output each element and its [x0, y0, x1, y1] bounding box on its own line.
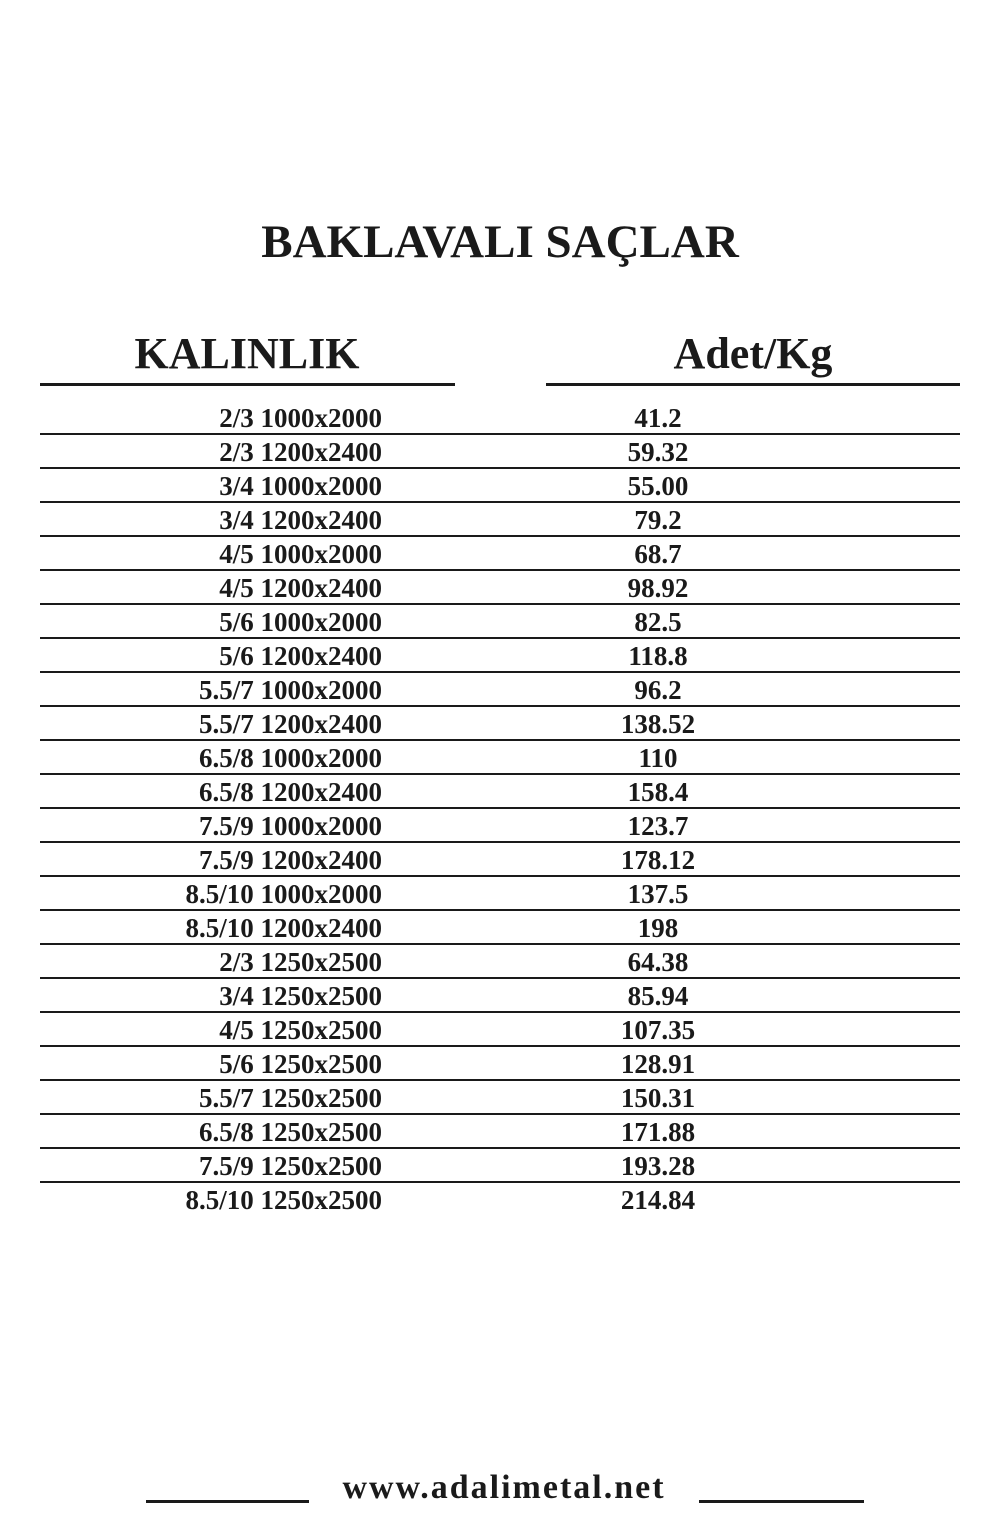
footer — [0, 1466, 1000, 1510]
weight-cell: 118.8 — [628, 641, 688, 671]
column-header-weight: Adet/Kg — [673, 329, 833, 378]
weight-cell: 85.94 — [627, 981, 689, 1011]
thickness-cell: 7.5/9 1000x2000 — [198, 811, 382, 841]
weight-cell: 158.4 — [627, 777, 689, 807]
weight-cell: 198 — [637, 913, 679, 943]
thickness-cell: 8.5/10 1000x2000 — [185, 879, 382, 909]
weight-cell: 137.5 — [627, 879, 689, 909]
weight-cell: 96.2 — [634, 675, 682, 705]
header-divider-right — [546, 383, 960, 386]
weight-cell: 79.2 — [634, 505, 682, 535]
column-header-thickness: KALINLIK — [134, 329, 360, 378]
thickness-cell: 4/5 1250x2500 — [219, 1015, 382, 1045]
table-row — [40, 537, 960, 571]
website-url: www.adalimetal.net — [342, 1469, 666, 1506]
thickness-cell: 6.5/8 1000x2000 — [198, 743, 382, 773]
thickness-cell: 5/6 1250x2500 — [219, 1049, 382, 1079]
table-row — [40, 1013, 960, 1047]
weight-cell: 107.35 — [620, 1015, 696, 1045]
table-row — [40, 639, 960, 673]
thickness-cell: 3/4 1200x2400 — [219, 505, 382, 535]
table-row — [40, 843, 960, 877]
thickness-cell: 5.5/7 1250x2500 — [198, 1083, 382, 1113]
table-row — [40, 1149, 960, 1183]
table-row — [40, 401, 960, 435]
thickness-cell: 2/3 1000x2000 — [219, 403, 382, 433]
table-row — [40, 1047, 960, 1081]
thickness-cell: 2/3 1250x2500 — [219, 947, 382, 977]
table-row — [40, 1183, 960, 1217]
table-row — [40, 503, 960, 537]
weight-cell: 68.7 — [634, 539, 682, 569]
weight-cell: 150.31 — [620, 1083, 696, 1113]
thickness-cell: 8.5/10 1250x2500 — [185, 1185, 382, 1215]
table-row — [40, 809, 960, 843]
weight-cell: 110 — [638, 743, 678, 773]
table-row — [40, 945, 960, 979]
page-title: BAKLAVALI SAÇLAR — [261, 216, 739, 268]
thickness-cell: 4/5 1000x2000 — [219, 539, 382, 569]
thickness-cell: 6.5/8 1200x2400 — [198, 777, 382, 807]
weight-cell: 98.92 — [627, 573, 689, 603]
table-row — [40, 469, 960, 503]
header-divider-left — [40, 383, 455, 386]
weight-cell: 171.88 — [620, 1117, 696, 1147]
thickness-cell: 5.5/7 1000x2000 — [198, 675, 382, 705]
weight-cell: 123.7 — [627, 811, 689, 841]
table-row — [40, 979, 960, 1013]
thickness-cell: 6.5/8 1250x2500 — [198, 1117, 382, 1147]
footer-rule-left — [146, 1500, 309, 1503]
weight-cell: 138.52 — [620, 709, 696, 739]
weight-cell: 59.32 — [627, 437, 689, 467]
table-row — [40, 435, 960, 469]
table-row — [40, 673, 960, 707]
thickness-cell: 5.5/7 1200x2400 — [198, 709, 382, 739]
thickness-cell: 5/6 1000x2000 — [219, 607, 382, 637]
table-row — [40, 571, 960, 605]
thickness-cell: 2/3 1200x2400 — [219, 437, 382, 467]
weight-cell: 41.2 — [634, 403, 682, 433]
table-row — [40, 1081, 960, 1115]
thickness-cell: 7.5/9 1250x2500 — [198, 1151, 382, 1181]
table-row — [40, 605, 960, 639]
weight-cell: 193.28 — [620, 1151, 696, 1181]
weight-cell: 214.84 — [620, 1185, 696, 1215]
weight-cell: 178.12 — [620, 845, 696, 875]
table-row — [40, 911, 960, 945]
table-row — [40, 741, 960, 775]
thickness-cell: 3/4 1000x2000 — [219, 471, 382, 501]
thickness-cell: 4/5 1200x2400 — [219, 573, 382, 603]
table-row — [40, 707, 960, 741]
weight-cell: 128.91 — [620, 1049, 696, 1079]
footer-rule-right — [699, 1500, 864, 1503]
thickness-cell: 8.5/10 1200x2400 — [185, 913, 382, 943]
thickness-cell: 5/6 1200x2400 — [219, 641, 382, 671]
weight-cell: 64.38 — [627, 947, 689, 977]
thickness-cell: 3/4 1250x2500 — [219, 981, 382, 1011]
price-table — [40, 401, 960, 1217]
thickness-cell: 7.5/9 1200x2400 — [198, 845, 382, 875]
table-row — [40, 1115, 960, 1149]
weight-cell: 82.5 — [634, 607, 682, 637]
weight-cell: 55.00 — [627, 471, 689, 501]
table-row — [40, 877, 960, 911]
table-row — [40, 775, 960, 809]
